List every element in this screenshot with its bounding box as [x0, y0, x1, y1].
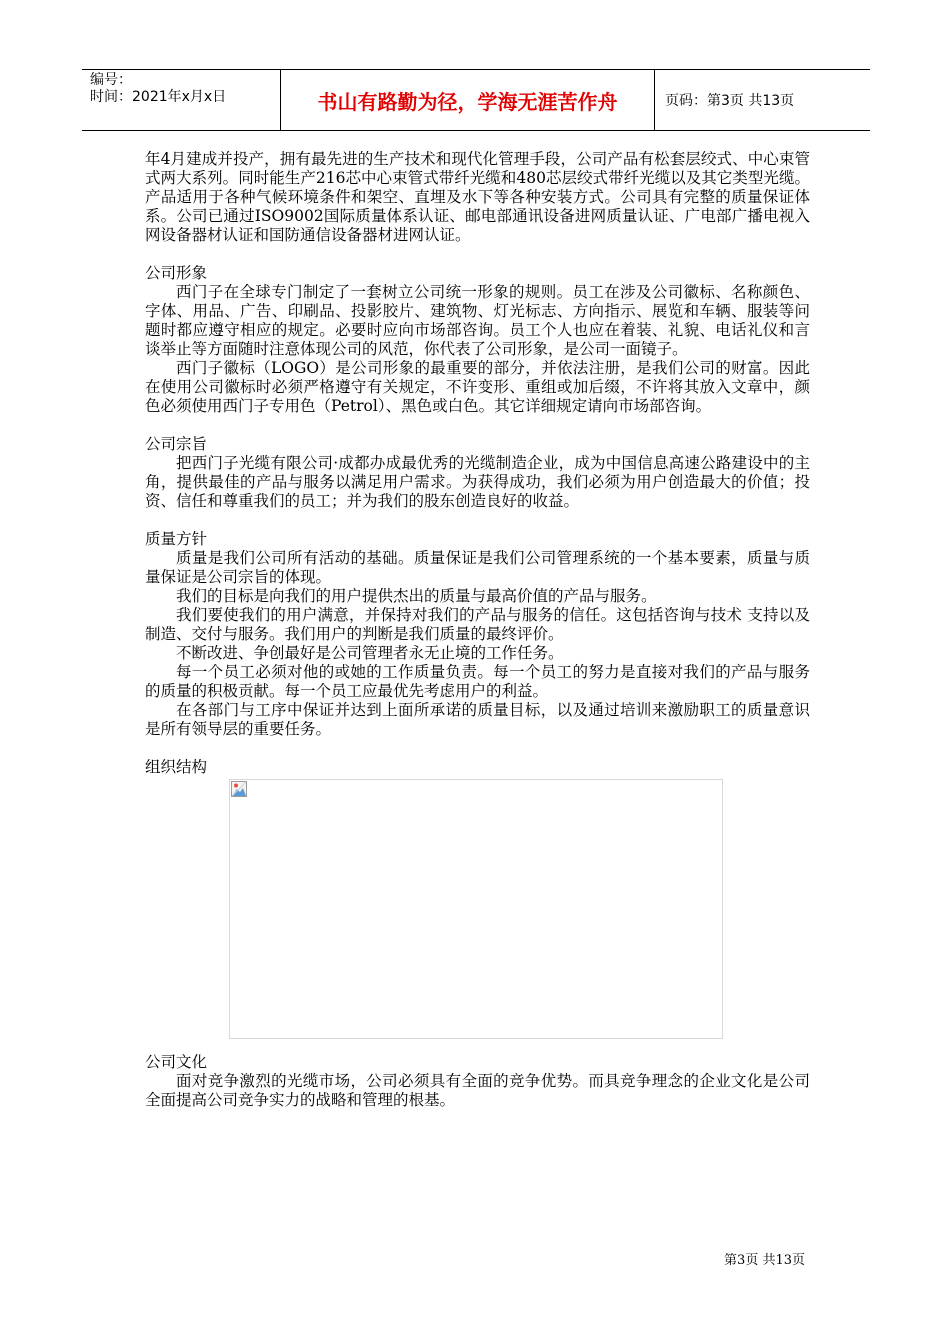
intro-paragraph: 年4月建成并投产，拥有最先进的生产技术和现代化管理手段，公司产品有松套层绞式、中心束管式两大系列。同时能生产216芯中心束管式带纤光缆和480芯层绞式带纤光缆以及其它类型光缆。产品适用于各种气候环境条件和架空、直埋及水下等各种安装方式。公司具有完整的质量保证体系。公司已通过ISO9002国际质量体系认证、邮电部通讯设备进网质量认证、广电部广播电视入网设备器材认证和国防通信设备器材进网认证。: [145, 150, 810, 244]
image-paragraph-2: 西门子徽标（LOGO）是公司形象的最重要的部分，并依法注册，是我们公司的财富。因此在使用公司徽标时必须严格遵守有关规定，不许变形、重组或加后缀，不许将其放入文章中，颜色必须使用西门子专用色（Petrol）、黑色或白色。其它详细规定请向市场部咨询。: [145, 359, 810, 415]
section-heading-purpose: 公司宗旨: [145, 435, 208, 453]
quality-paragraph-1: 质量是我们公司所有活动的基础。质量保证是我们公司管理系统的一个基本要素，质量与质量保证是公司宗旨的体现。: [145, 549, 810, 586]
section-heading-quality: 质量方针: [145, 530, 208, 548]
image-paragraph-1: 西门子在全球专门制定了一套树立公司统一形象的规则。员工在涉及公司徽标、名称颜色、字体、用品、广告、印刷品、投影胶片、建筑物、灯光标志、方向指示、展览和车辆、服装等问题时都应遵守相应的规定。必要时应向市场部咨询。员工个人也应在着装、礼貌、电话礼仪和言谈举止等方面随时注意体现公司的风范，你代表了公司形象，是公司一面镜子。: [145, 283, 810, 358]
quality-paragraph-3: 我们要使我们的用户满意，并保持对我们的产品与服务的信任。这包括咨询与技术 支持以及制造、交付与服务。我们用户的判断是我们质量的最终评价。: [145, 606, 810, 643]
page-label: 页码：第3页 共13页: [665, 93, 795, 109]
motto: 书山有路勤为径，学海无涯苦作舟: [281, 70, 655, 130]
section-heading-org: 组织结构: [145, 758, 208, 776]
quality-paragraph-6: 在各部门与工序中保证并达到上面所承诺的质量目标，以及通过培训来激励职工的质量意识是所有领导层的重要任务。: [145, 701, 810, 738]
time-label: 时间：2021年x月x日: [90, 89, 227, 105]
section-heading-image: 公司形象: [145, 264, 208, 282]
culture-paragraph: 面对竞争激烈的光缆市场，公司必须具有全面的竞争优势。而具竞争理念的企业文化是公司全面提高公司竞争实力的战略和管理的根基。: [145, 1072, 810, 1109]
header-left-cell: [82, 70, 281, 130]
quality-paragraph-4: 不断改进、争创最好是公司管理者永无止境的工作任务。: [176, 644, 564, 662]
purpose-paragraph: 把西门子光缆有限公司·成都办成最优秀的光缆制造企业，成为中国信息高速公路建设中的主角，提供最佳的产品与服务以满足用户需求。为获得成功，我们必须为用户创造最大的价值；投资、信任和尊重我们的员工；并为我们的股东创造良好的收益。: [145, 454, 810, 510]
number-label: 编号：: [90, 72, 132, 88]
org-chart-image: [229, 779, 723, 1039]
document-body: [145, 150, 810, 1110]
quality-paragraph-5: 每一个员工必须对他的或她的工作质量负责。每一个员工的努力是直接对我们的产品与服务的质量的积极贡献。每一个员工应最优先考虑用户的利益。: [145, 663, 810, 700]
section-heading-culture: 公司文化: [145, 1053, 208, 1071]
page-footer: 第3页 共13页: [724, 1253, 805, 1268]
quality-paragraph-2: 我们的目标是向我们的用户提供杰出的质量与最高价值的产品与服务。: [176, 587, 657, 605]
broken-image-icon: [231, 781, 247, 797]
page-header: [82, 69, 870, 131]
